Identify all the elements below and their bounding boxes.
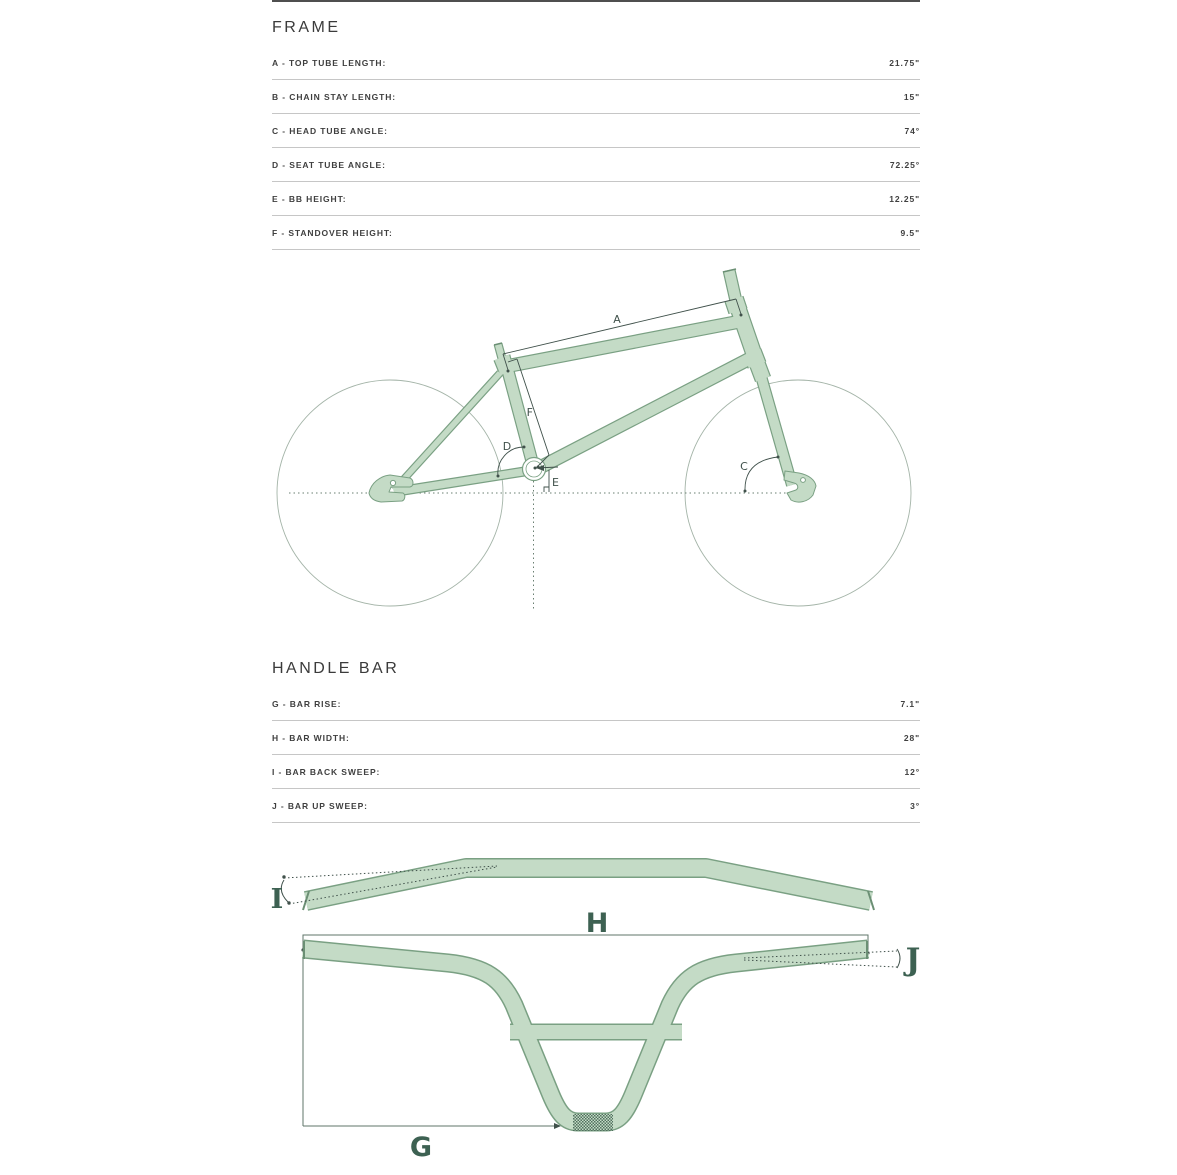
frame-section-title: FRAME: [272, 19, 341, 36]
spec-row-bar-back-sweep: [272, 755, 920, 789]
bar-top-view: [271, 866, 874, 915]
spec-row-bar-width: [272, 721, 920, 755]
spec-label: D - SEAT TUBE ANGLE:: [272, 159, 386, 170]
spec-value: 12.25": [889, 193, 920, 204]
spec-value: 9.5": [900, 227, 920, 238]
spec-row-head-tube-angle: [272, 114, 920, 148]
handlebar-spec-table: [272, 687, 920, 823]
handlebar-diagrams: [264, 835, 932, 1175]
spec-value: 12°: [904, 766, 920, 777]
dim-label-j: J: [905, 942, 921, 978]
dim-c-arc: [745, 457, 778, 491]
spec-value: 15": [903, 91, 920, 102]
spec-row-seat-tube-angle: [272, 148, 920, 182]
spec-label: J - BAR UP SWEEP:: [272, 800, 368, 811]
frame-spec-table: [272, 46, 920, 250]
spec-value: 72.25°: [889, 159, 920, 170]
spec-value: 21.75": [889, 57, 920, 68]
frame-section: [272, 0, 920, 618]
spec-value: 3°: [910, 800, 920, 811]
spec-row-bar-up-sweep: [272, 789, 920, 823]
spec-label: G - BAR RISE:: [272, 698, 342, 709]
spec-value: 28": [903, 732, 920, 743]
bar-front-view: [301, 908, 920, 1163]
spec-row-top-tube-length: [272, 46, 920, 80]
dim-label-i: I: [270, 884, 284, 915]
spec-label: H - BAR WIDTH:: [272, 732, 350, 743]
dim-e-square: [544, 487, 549, 492]
front-axle-hole: [801, 478, 806, 483]
dim-label-h: H: [585, 908, 609, 939]
rear-axle-hole: [390, 480, 395, 485]
handlebar-section: [272, 660, 920, 1175]
reference-lines: [289, 472, 813, 609]
spec-label: B - CHAIN STAY LENGTH:: [272, 91, 397, 102]
spec-label: F - STANDOVER HEIGHT:: [272, 227, 393, 238]
spec-label: C - HEAD TUBE ANGLE:: [272, 125, 388, 136]
spec-row-bb-height: [272, 182, 920, 216]
spec-label: E - BB HEIGHT:: [272, 193, 347, 204]
bar-front-fill: [303, 949, 868, 1122]
dim-label-d: D: [502, 440, 512, 453]
dim-label-f: F: [526, 406, 533, 419]
handlebar-section-title: HANDLE BAR: [272, 660, 400, 677]
spec-value: 7.1": [900, 698, 920, 709]
spec-row-standover-height: [272, 216, 920, 250]
spec-label: I - BAR BACK SWEEP:: [272, 766, 381, 777]
front-dropout: [784, 471, 816, 502]
dim-label-a: A: [613, 313, 621, 326]
frame-tubes-fill: [394, 270, 792, 492]
dim-label-c: C: [740, 460, 748, 473]
clamp-knurl: [573, 1114, 613, 1131]
spec-row-bar-rise: [272, 687, 920, 721]
spec-label: A - TOP TUBE LENGTH:: [272, 57, 387, 68]
spec-value: 74°: [904, 125, 920, 136]
spec-row-chain-stay-length: [272, 80, 920, 114]
dim-label-e: E: [552, 476, 559, 489]
geometry-content: [272, 0, 920, 1175]
frame-geometry-diagram: [272, 256, 920, 618]
dim-label-g: G: [409, 1132, 433, 1163]
